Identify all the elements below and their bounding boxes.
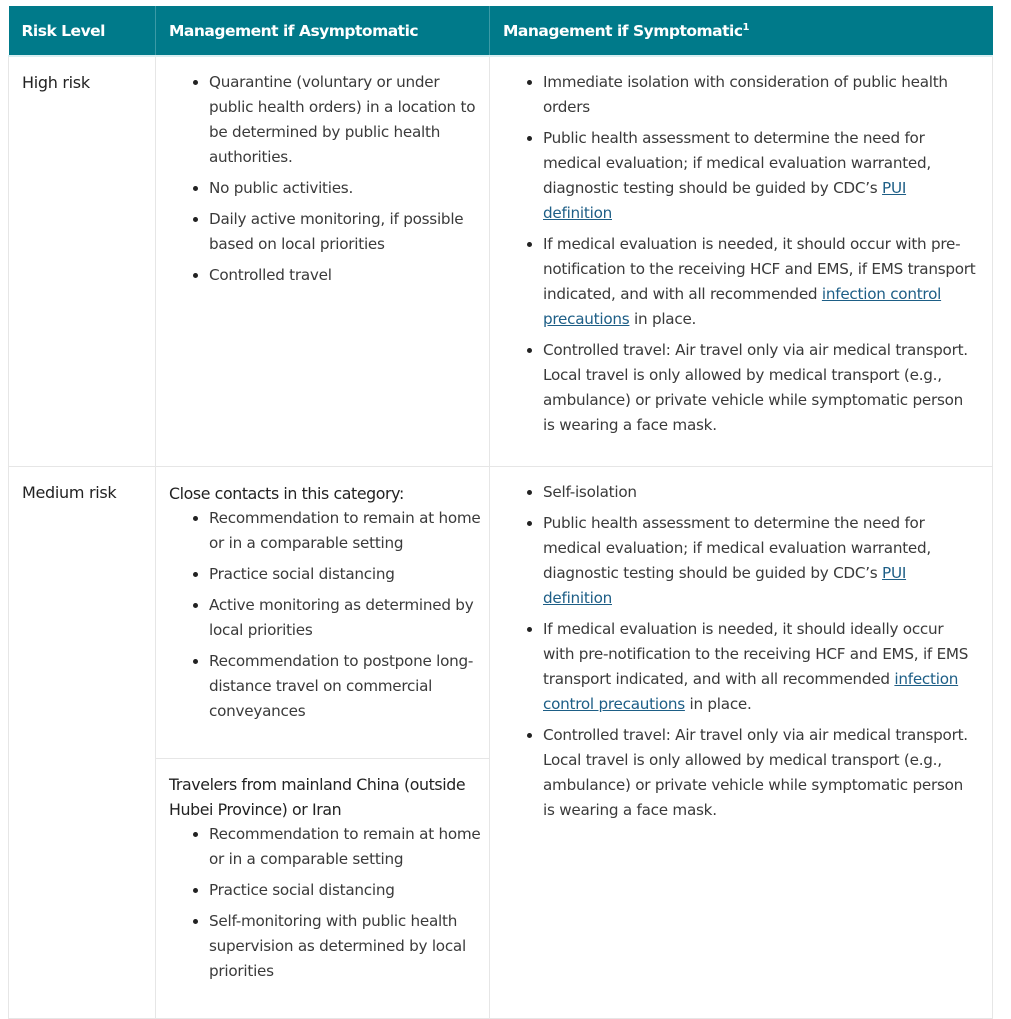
symptomatic-header-label: Management if Symptomatic bbox=[503, 21, 743, 40]
column-header-risk-level: Risk Level bbox=[9, 6, 156, 56]
list-item: Controlled travel: Air travel only via air medical transport. Local travel is only allowed by medical transport (e.g., ambulance) or private vehicle while symptomatic person is wearing a face mask. bbox=[543, 338, 979, 438]
asymptomatic-cell bbox=[156, 56, 490, 467]
group-heading: Travelers from mainland China (outside Hubei Province) or Iran bbox=[169, 775, 466, 819]
list-item bbox=[543, 126, 979, 226]
risk-level-label: High risk bbox=[22, 73, 90, 92]
list-item: Active monitoring as determined by local priorities bbox=[209, 593, 489, 643]
item-text: in place. bbox=[629, 310, 697, 328]
list-item: Self-isolation bbox=[543, 480, 979, 505]
pui-definition-link[interactable]: PUI definition bbox=[543, 564, 907, 607]
symptomatic-list bbox=[490, 70, 979, 438]
list-item bbox=[543, 617, 979, 717]
list-item: Self-monitoring with public health supervision as determined by local priorities bbox=[209, 909, 489, 984]
asymptomatic-cell bbox=[156, 467, 490, 1019]
list-item: Recommendation to remain at home or in a comparable setting bbox=[209, 822, 489, 872]
list-item: Immediate isolation with consideration of public health orders bbox=[543, 70, 979, 120]
risk-management-table bbox=[8, 6, 993, 1019]
asymptomatic-list bbox=[156, 70, 476, 288]
column-header-asymptomatic: Management if Asymptomatic bbox=[156, 6, 490, 56]
item-text: If medical evaluation is needed, it should ideally occur with pre-notification to the receiving HCF and EMS, if EMS transport indicated, and with all recommended bbox=[543, 620, 969, 688]
risk-level-cell bbox=[9, 467, 156, 1019]
item-text: Public health assessment to determine the need for medical evaluation; if medical evaluation warranted, diagnostic testing should be guided by CDC’s bbox=[543, 514, 931, 582]
table-row-high-risk bbox=[9, 56, 993, 467]
table-header-row bbox=[9, 6, 993, 56]
symptomatic-cell bbox=[490, 56, 993, 467]
list-item: Practice social distancing bbox=[209, 562, 489, 587]
table-row-medium-risk bbox=[9, 467, 993, 1019]
infection-control-precautions-link[interactable]: infection control precautions bbox=[543, 670, 959, 713]
group-list bbox=[156, 822, 489, 984]
infection-control-precautions-link[interactable]: infection control precautions bbox=[543, 285, 942, 328]
symptomatic-list bbox=[490, 480, 979, 823]
group-heading: Close contacts in this category: bbox=[169, 484, 404, 503]
risk-level-cell bbox=[9, 56, 156, 467]
item-text: Public health assessment to determine the need for medical evaluation; if medical evaluation warranted, diagnostic testing should be guided by CDC’s bbox=[543, 129, 931, 197]
item-text: in place. bbox=[684, 695, 752, 713]
list-item: Controlled travel: Air travel only via air medical transport. Local travel is only allowed by medical transport (e.g., ambulance) or private vehicle while symptomatic person is wearing a face mask. bbox=[543, 723, 979, 823]
list-item bbox=[543, 232, 979, 332]
list-item bbox=[543, 511, 979, 611]
column-header-symptomatic bbox=[490, 6, 993, 56]
list-item: Practice social distancing bbox=[209, 878, 489, 903]
travelers-group bbox=[156, 758, 489, 1018]
risk-level-label: Medium risk bbox=[22, 483, 117, 502]
symptomatic-cell bbox=[490, 467, 993, 1019]
list-item: Controlled travel bbox=[209, 263, 476, 288]
footnote-marker[interactable]: 1 bbox=[742, 21, 750, 33]
risk-management-page bbox=[8, 6, 992, 1019]
list-item: No public activities. bbox=[209, 176, 476, 201]
list-item: Quarantine (voluntary or under public health orders) in a location to be determined by public health authorities. bbox=[209, 70, 476, 170]
pui-definition-link[interactable]: PUI definition bbox=[543, 179, 907, 222]
list-item: Daily active monitoring, if possible based on local priorities bbox=[209, 207, 476, 257]
close-contacts-group bbox=[156, 467, 489, 758]
list-item: Recommendation to remain at home or in a comparable setting bbox=[209, 506, 489, 556]
group-list bbox=[156, 506, 489, 724]
item-text: If medical evaluation is needed, it should occur with pre-notification to the receiving HCF and EMS, if EMS transport indicated, and with all recommended bbox=[543, 235, 976, 303]
list-item: Recommendation to postpone long-distance travel on commercial conveyances bbox=[209, 649, 489, 724]
